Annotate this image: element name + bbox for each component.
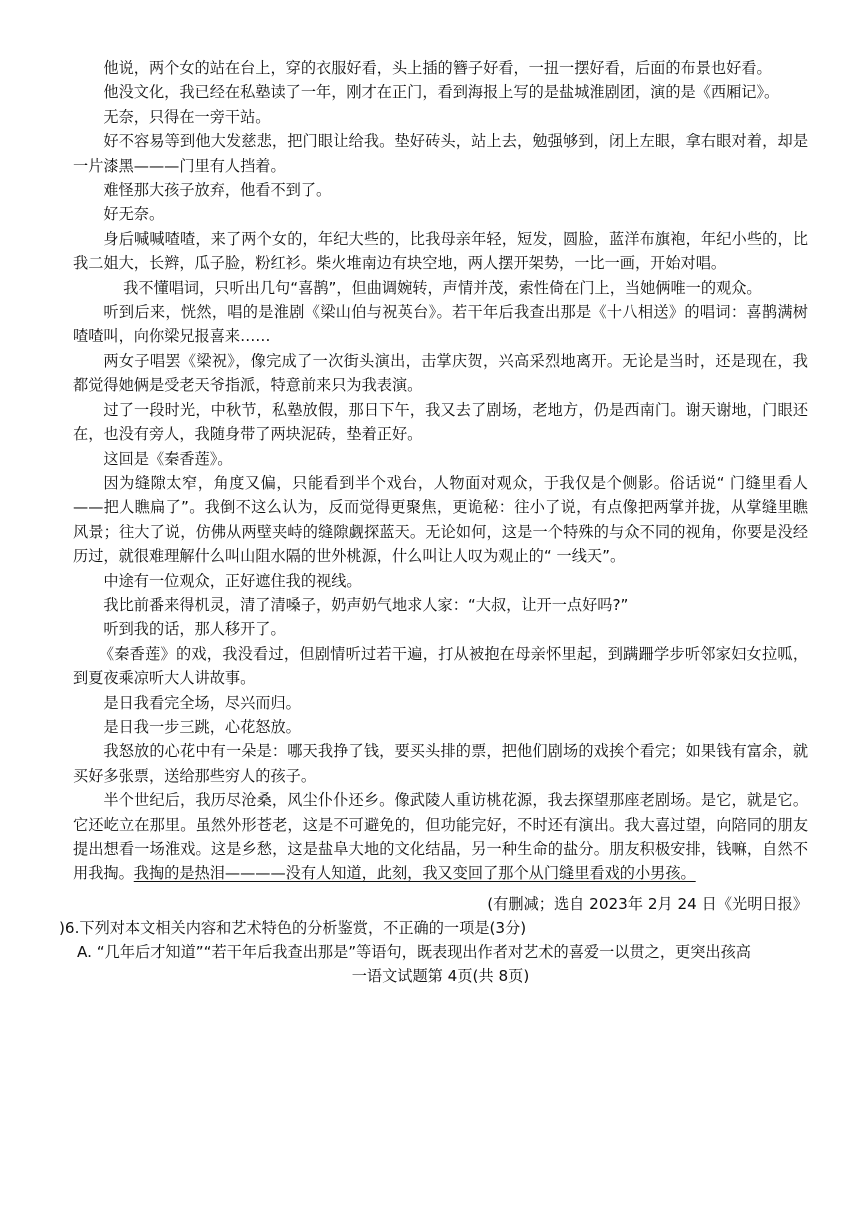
- paragraph: 他没文化，我已经在私塾读了一年，刚才在正门，看到海报上写的是盐城淮剧团，演的是《西厢记》。: [103, 83, 780, 102]
- paragraph: 无奈，只得在一旁干站。: [103, 107, 271, 126]
- last-paragraph: [73, 788, 808, 886]
- paragraph: 两女子唱罢《梁祝》，像完成了一次街头演出，击掌庆贺，兴高采烈地离开。无论是当时，还是现在，我都觉得她俩是受老天爷指派，特意前来只为我表演。: [73, 351, 808, 395]
- paragraph: 是日我一步三跳，心花怒放。: [103, 717, 301, 736]
- underlined-sentence: 我掏的是热泪————没有人知道，此刻，我又变回了那个从门缝里看戏的小男孩。: [133, 864, 696, 883]
- page-footer: 一语文试题第 4页(共 8页): [351, 967, 530, 986]
- paragraph: 听到后来，恍然，唱的是淮剧《梁山伯与祝英台》。若干年后我查出那是《十八相送》的唱词：喜鹊满树喳喳叫，向你梁兄报喜来……: [73, 303, 808, 346]
- paragraph: 我怒放的心花中有一朵是：哪天我挣了钱，要买头排的票，把他们剧场的戏挨个看完；如果钱有富余，就买好多张票，送给那些穷人的孩子。: [73, 742, 808, 785]
- question-6: )6.下列对本文相关内容和艺术特色的分析鉴赏，不正确的一项是(3分): [59, 919, 527, 938]
- paragraph: 我不懂唱词，只听出几句“喜鹊”，但曲调婉转，声情并茂，索性倚在门上，当她俩唯一的观众。: [123, 278, 762, 297]
- paragraph: 是日我看完全场，尽兴而归。: [103, 693, 301, 712]
- paragraph: 我比前番来得机灵，清了清嗓子，奶声奶气地求人家：“大叔，让开一点好吗?”: [103, 595, 629, 614]
- paragraph: 《秦香莲》的戏，我没看过，但剧情听过若干遍，打从被抱在母亲怀里起，到蹒跚学步听邻家妇女拉呱，到夏夜乘凉听大人讲故事。: [73, 644, 808, 688]
- option-a: A. “几年后才知道”“若干年后我查出那是”等语句，既表现出作者对艺术的喜爱一以贯之，更突出孩高: [77, 943, 751, 962]
- paragraph: 好无奈。: [103, 205, 165, 224]
- paragraph: 难怪那大孩子放弃，他看不到了。: [103, 181, 332, 200]
- last-paragraph-text: 半个世纪后，我历尽沧桑，风尘仆仆还乡。像武陵人重访桃花源，我去探望那座老剧场。是它，就是它。它还屹立在那里。虽然外形苍老，这是不可避免的，但功能完好，不时还有演出。我大喜过望，向陪同的朋友提出想看一场淮戏。这是乡愁，这是盐阜大地的文化结晶，另一种生命的盐分。朋友积极安排，钱嘛，自然不用我掏。: [73, 791, 808, 883]
- paragraph: 好不容易等到他大发慈悲，把门眼让给我。垫好砖头，站上去，勉强够到，闭上左眼，拿右眼对着，却是一片漆黑———门里有人挡着。: [73, 132, 808, 175]
- paragraph: 他说，两个女的站在台上，穿的衣服好看，头上插的簪子好看，一扭一摆好看，后面的布景也好看。: [103, 59, 772, 77]
- article-body: [59, 56, 808, 988]
- paragraph: 听到我的话，那人移开了。: [103, 620, 286, 639]
- paragraph: 因为缝隙太窄，角度又偏，只能看到半个戏台，人物面对观众，于我仅是个侧影。俗话说“ 门缝里看人——把人瞧扁了”。我倒不这么认为，反而觉得更聚焦，更诡秘：往小了说，有点像把两掌并拢，从掌缝里瞧风景；往大了说，仿佛从两壁夹峙的缝隙觑探蓝天。无论如何，这是一个特殊的与众不同的视角，你要是没经历过，就很难理解什么叫山阻水隔的世外桃源，什么叫让人叹为观止的“ 一线天”。: [73, 473, 808, 566]
- paragraph: 身后喊喊喳喳，来了两个女的，年纪大些的，比我母亲年轻，短发，圆脸，蓝洋布旗袍，年纪小些的，比我二姐大，长辫，瓜子脸，粉红衫。柴火堆南边有块空地，两人摆开架势，一比一画，开始对唱。: [73, 229, 808, 273]
- paragraph: 中途有一位观众，正好遮住我的视线。: [103, 571, 362, 590]
- source-citation: (有删减；选自 2023年 2月 24 日《光明日报》: [487, 894, 808, 913]
- paragraph: 过了一段时光，中秋节，私塾放假，那日下午，我又去了剧场，老地方，仍是西南门。谢天谢地，门眼还在，也没有旁人，我随身带了两块泥砖，垫着正好。: [73, 400, 808, 444]
- paragraph: 这回是《秦香莲》。: [103, 449, 233, 468]
